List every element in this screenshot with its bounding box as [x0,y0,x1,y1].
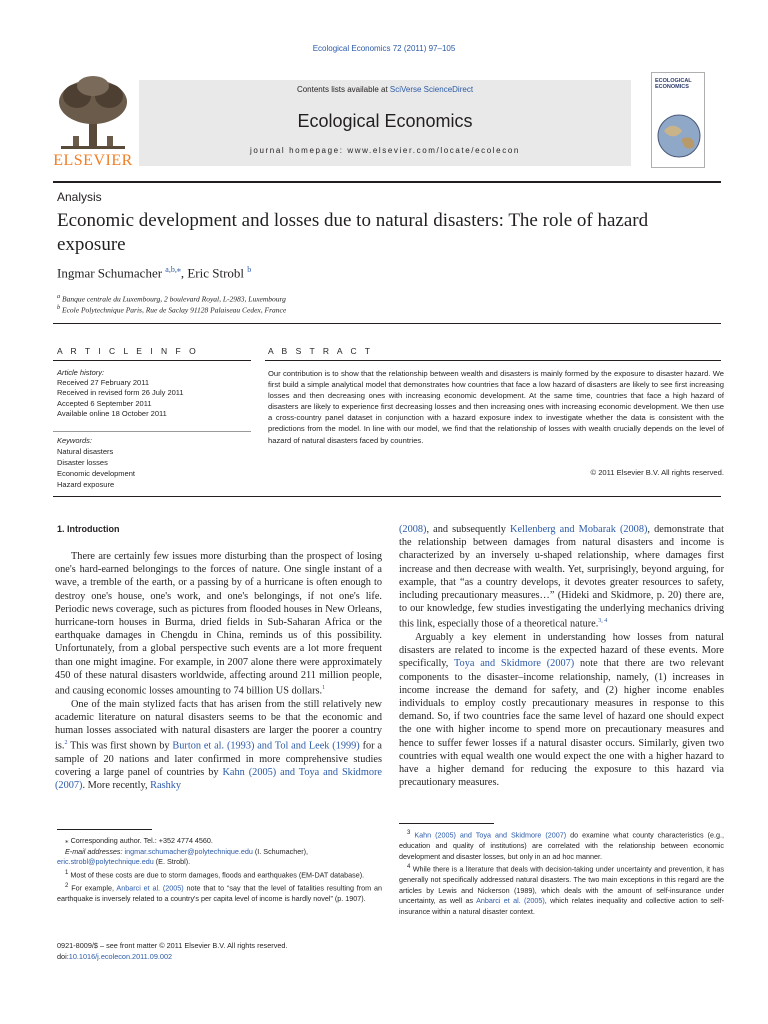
journal-homepage[interactable]: journal homepage: www.elsevier.com/locate/ecolecon [250,146,520,155]
history-item: Received 27 February 2011 [57,378,149,388]
body-column-right [399,523,724,789]
publication-metadata [57,940,288,962]
article-history [57,368,247,419]
keyword: Natural disasters [57,447,114,456]
affiliation: $^b$ Ecole Polytechnique Paris, Rue de Saclay 91128 Palaiseau Cedex, France [57,304,287,315]
keywords [57,435,247,490]
affiliation: $^a$ Banque centrale du Luxembourg, 2 boulevard Royal, L-2983, Luxembourg [57,293,286,304]
citation-link[interactable]: Toya and Skidmore (2007) [453,658,575,670]
author-name: , Eric Strobl [180,265,245,281]
footnotes-right [399,828,724,918]
footnote: $^4$ While there is a literature that deals with decision-taking under uncertainty and prevention, it has generally not specifically addressed natural disasters. The two main exceptions in this regard are the articles by Lewis and Nickerson (1989), which deals with the amount of self-insurance under uncertainty, as well as Anbarci et al. (2005), which relates inequality and collective action to self-insurance within a natural disaster context. [399,864,725,916]
citation-link[interactable]: Rashky [150,780,182,792]
email-link[interactable]: ingmar.schumacher@polytechnique.edu [124,846,253,856]
citation-link[interactable]: (2008) [399,524,427,535]
footnote: E-mail addresses: ingmar.schumacher@polytechnique.edu (I. Schumacher), eric.strobl@polytechnique.edu (E. Strobl). [57,846,309,867]
history-item: Available online 18 October 2011 [57,408,167,418]
history-item: Accepted 6 September 2011 [57,398,152,408]
abstract-heading: A B S T R A C T [268,346,374,356]
doi-line: doi:10.1016/j.ecolecon.2011.09.002 [57,952,173,961]
globe-image [656,113,702,159]
footnote: $^2$ For example, Anbarci et al. (2005) note that to “say that the level of fatalities resulting from an earthquake is inversely related to a country's per capita level of income is hardly novel” (p. 1907). [57,882,382,903]
divider [53,431,251,432]
keyword: Disaster losses [57,458,108,467]
footnote-rule [57,829,152,830]
history-item: Received in revised form 26 July 2011 [57,388,184,398]
keywords-label: Keywords: [57,436,93,445]
footnote-ref[interactable]: 1 [322,685,326,692]
author-affiliation-marks[interactable]: b [247,265,252,274]
journal-cover-thumbnail [651,72,705,168]
citation-link[interactable]: Kahn (2005) and Toya and Skidmore (2007) [414,830,567,840]
citation-link[interactable]: Anbarci et al. (2005) [116,883,184,893]
footnote-rule [399,823,494,824]
journal-reference-link[interactable]: Ecological Economics 72 (2011) 97–105 [312,44,456,53]
contents-available-line: Contents lists available at SciVerse ScienceDirect [296,85,474,94]
article-info-heading: A R T I C L E I N F O [57,346,199,356]
cover-title: ECOLOGICAL ECONOMICS [655,78,692,90]
citation-link[interactable]: Burton et al. (1993) and Tol and Leek (1999) [172,740,360,752]
footnote-ref[interactable]: 3, 4 [598,618,608,625]
paragraph: There are certainly few issues more disturbing than the prospect of losing one's hard-earned belongings to the forces of nature. One single instant of a wave, a tremble of the earth, or a passing by of a hurricane is often enough to destroy one's house, one's work, and one's belongings, if not one's life. Periodic news coverage, such as pictures from flooded houses in New Orleans, hurricane-torn houses in Burma, dried fields in Sub-Saharan Africa or the earthquake damages in Chengdu in China, reminds us of this possibility. Unfortunately, from a global perspective such events are a lot more frequent than one might imagine. For example, in 2007 alone there were approximately 450 of these natural disasters worldwide, affecting around 211 million people, and causing economic losses amounting to 74 billion US dollars.$^1$ [55,551,382,697]
keyword: Hazard exposure [57,480,115,489]
citation-link[interactable]: Kahn (2005) and Toya and Skidmore (2007) [55,767,382,792]
footnote: $^1$ Most of these costs are due to storm damages, floods and earthquakes (EM-DAT database). [65,869,365,880]
citation-link[interactable]: Anbarci et al. (2005) [476,896,545,906]
divider [265,360,721,361]
author-name: Ingmar Schumacher [57,265,163,281]
footnotes-left [57,836,382,904]
doi-link[interactable]: 10.1016/j.ecolecon.2011.09.002 [68,952,173,961]
sciencedirect-link[interactable]: SciVerse ScienceDirect [389,85,474,94]
section-heading: 1. Introduction [57,524,120,534]
footnote: $^3$ Kahn (2005) and Toya and Skidmore (2007) do examine what county characteristics (e.g., education and quality of institutions) are correlated with the relationship between economic development and disaster losses, but only in an ad hoc manner. [399,830,724,861]
paragraph: (2008), and subsequently Kellenberg and Mobarak (2008), demonstrate that the relationship between damages from natural disasters and income is characterized by an inversely u-shaped relationship, where damages first increase and then decrease with wealth. Yet, surprisingly, beyond arguing, for example, that “as a country develops, it devotes greater resources to safety, including precautionary measures…” (Hideki and Skidmore, p. 20) there are, to our knowledge, few studies investigating the underlying mechanics driving this link, especially those of a theoretical nature.$^{3, 4}$ [399,524,724,630]
journal-header-box [139,80,631,166]
footnote-ref[interactable]: 2 [64,740,68,747]
divider [53,360,251,361]
body-column-left [55,550,382,793]
issn-line: 0921-8009/$ – see front matter © 2011 Elsevier B.V. All rights reserved. [57,941,288,950]
divider [53,496,721,497]
history-label: Article history: [57,368,105,377]
divider [53,323,721,324]
paragraph: One of the main stylized facts that has arisen from the still relatively new academic literature on natural disasters seems to be that the economic and human losses associated with natural disasters are larger the poorer a country is.$^2$ This was first shown by Burton et al. (1993) and Tol and Leek (1999) for a sample of 20 nations and later confirmed in more comprehensive studies covering a large panel of countries by Kahn (2005) and Toya and Skidmore (2007). More recently, Rashky [55,698,383,792]
footnote: ⁎ Corresponding author. Tel.: +352 4774 4560. [65,836,213,845]
keyword: Economic development [57,469,135,478]
author-affiliation-marks[interactable]: a,b,⁎ [165,265,181,274]
copyright-notice: © 2011 Elsevier B.V. All rights reserved. [590,468,724,477]
email-link[interactable]: eric.strobl@polytechnique.edu [57,857,154,867]
citation-link[interactable]: Kellenberg and Mobarak (2008) [510,524,648,535]
author-list [57,265,251,281]
masthead [53,72,721,172]
abstract-text: Our contribution is to show that the relationship between wealth and disasters is mainly formed by the exposure to disaster hazard. We first build a simple analytical model that demonstrates how countries that face a low hazard of disasters are likely to see first increasing losses and then decreasing ones with increasing economic development. At the same time, countries that face a high hazard of disasters are likely to experience first decreasing losses and then increasing ones with increasing economic development. We then use a cross-country panel dataset in conjunction with a hazard exposure index to investigate whether the data is consistent with the predictions from the model. In line with our model, we find that the relationship of losses with wealth crucially depends on the level of hazard of natural disasters faced by countries. [268,369,724,445]
header-rule [53,181,721,183]
article-title: Economic development and losses due to natural disasters: The role of hazard exposure [57,210,649,255]
journal-title: Ecological Economics [297,111,473,131]
article-section-label: Analysis [57,190,102,204]
paragraph: Arguably a key element in understanding how losses from natural disasters are related to income is the expected hazard of these events. More specifically, Toya and Skidmore (2007) note that there are two relevant components to the disaster–income relationship, namely, (1) increases in income increase the demand for safety, and (2) higher income enables individuals to employ costly precautionary measures in response to this demand. So, if two countries face the same level of hazard one should expect the one with higher income to spend more on precautionary measures and hence to suffer fewer losses if a natural disaster occurs. Similarly, given two countries with equal wealth one would expect the one with a higher hazard to have a higher demand for reducing the exposure to this hazard via precautionary measures. [399,632,724,789]
elsevier-wordmark: ELSEVIER [53,152,133,169]
